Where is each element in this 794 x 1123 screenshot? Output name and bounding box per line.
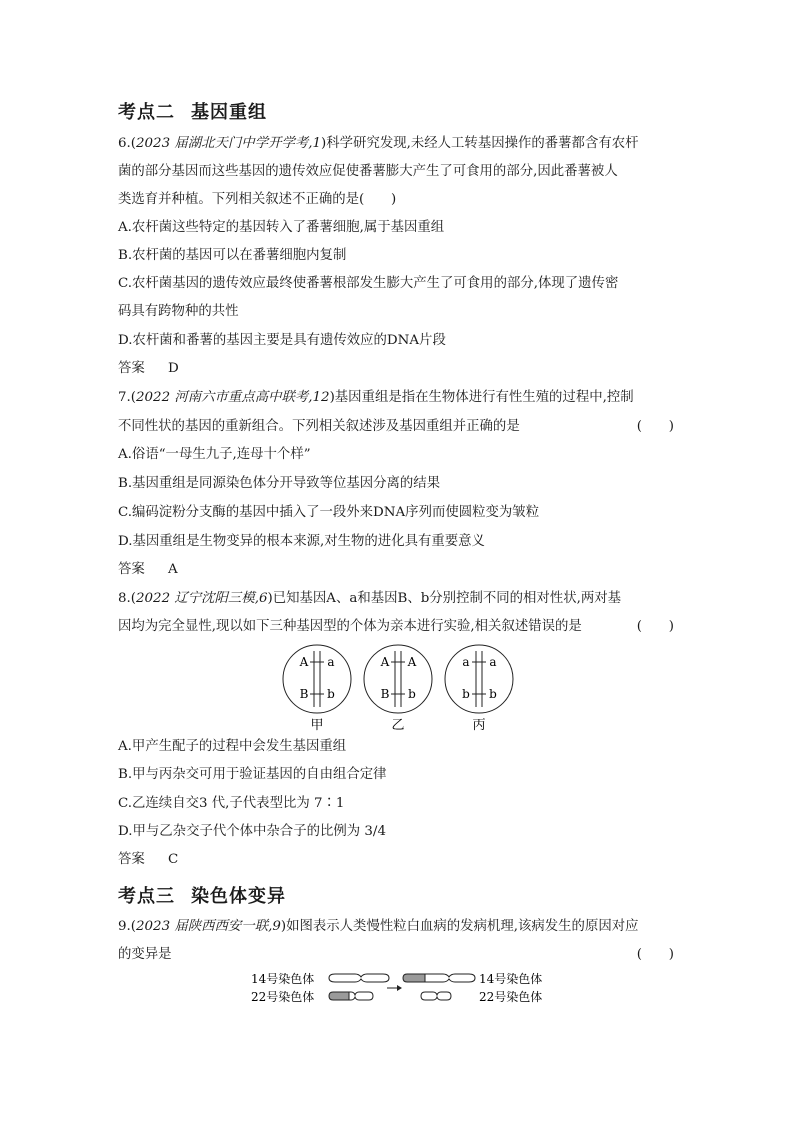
option-d: D.甲与乙杂交子代个体中杂合子的比例为 3/4 xyxy=(118,824,386,839)
answer-bracket: ( ) xyxy=(636,619,674,634)
allele-label: b xyxy=(462,687,470,701)
option-c: C.乙连续自交3 代,子代表型比为 7∶1 xyxy=(118,796,345,811)
cell-yi xyxy=(364,645,432,733)
option-b: B.甲与丙杂交可用于验证基因的自由组合定律 xyxy=(118,767,387,782)
option-c: 码具有跨物种的共性 xyxy=(118,304,239,319)
question-stem: 7.(2022 河南六市重点高中联考,12)基因重组是指在生物体进行有性生殖的过程中,控制 xyxy=(118,390,634,405)
option-c: C.编码淀粉分支酶的基因中插入了一段外来DNA序列而使圆粒变为皱粒 xyxy=(118,505,540,520)
allele-label: A xyxy=(299,655,309,669)
option-c: C.农杆菌基因的遗传效应最终使番薯根部发生膨大产生了可食用的部分,体现了遗传密 xyxy=(118,276,619,291)
question-stem: 的变异是 xyxy=(118,947,172,962)
cell-label: 丙 xyxy=(472,718,486,733)
chromosome-label: 22号染色体 xyxy=(251,990,315,1004)
question-stem: 9.(2023 届陕西西安一联,9)如图表示人类慢性粒白血病的发病机理,该病发生的原因对应 xyxy=(118,919,639,934)
chromosome-22-after xyxy=(421,992,451,1000)
section-number: 考点二 xyxy=(118,102,175,123)
section-title: 基因重组 xyxy=(191,102,267,123)
cell-label: 甲 xyxy=(310,718,324,733)
question-stem: 因均为完全显性,现以如下三种基因型的个体为亲本进行实验,相关叙述错误的是 xyxy=(118,619,582,634)
question-source: 2023 届湖北天门中学开学考,1 xyxy=(136,136,322,151)
allele-label: b xyxy=(408,687,416,701)
section-title: 染色体变异 xyxy=(191,886,286,907)
question-stem: 菌的部分基因而这些基因的遗传效应促使番薯膨大产生了可食用的部分,因此番薯被人 xyxy=(118,164,618,179)
chromosome-14-after xyxy=(403,974,475,982)
option-a: A.甲产生配子的过程中会发生基因重组 xyxy=(118,739,347,754)
chromosome-label: 22号染色体 xyxy=(479,990,543,1004)
cell-bing xyxy=(445,645,513,733)
allele-label: A xyxy=(380,655,390,669)
question-stem: 8.(2022 辽宁沈阳三模,6)已知基因A、a和基因B、b分别控制不同的相对性状,两对基 xyxy=(118,591,622,606)
allele-label: B xyxy=(299,687,309,701)
cell-jia xyxy=(283,645,351,733)
allele-label: B xyxy=(380,687,390,701)
answer-line: 答案 D xyxy=(118,361,179,376)
answer-value: A xyxy=(168,562,178,577)
option-a: A.农杆菌这些特定的基因转入了番薯细胞,属于基因重组 xyxy=(118,220,445,235)
answer-bracket: ( ) xyxy=(636,947,674,962)
question-stem: 不同性状的基因的重新组合。下列相关叙述涉及基因重组并正确的是 xyxy=(118,419,520,434)
answer-value: D xyxy=(168,361,179,376)
allele-label: A xyxy=(407,655,417,669)
question-source: 2022 河南六市重点高中联考,12 xyxy=(136,390,330,405)
allele-label: a xyxy=(327,655,335,669)
allele-label: b xyxy=(327,687,335,701)
question-stem: 类选育并种植。下列相关叙述不正确的是( ) xyxy=(118,192,397,207)
question-stem: 6.(2023 届湖北天门中学开学考,1)科学研究发现,未经人工转基因操作的番薯都含有农杆 xyxy=(118,136,639,151)
question-source: 2022 辽宁沈阳三模,6 xyxy=(136,591,268,606)
chromosome-22-before xyxy=(329,992,373,1000)
allele-label: b xyxy=(489,687,497,701)
cell-label: 乙 xyxy=(391,718,405,733)
genotype-cells-figure xyxy=(270,643,530,735)
chromosome-label: 14号染色体 xyxy=(251,972,315,986)
option-b: B.基因重组是同源染色体分开导致等位基因分离的结果 xyxy=(118,476,441,491)
option-a: A.俗语“一母生九子,连母十个样” xyxy=(118,447,311,462)
chromosome-translocation-figure xyxy=(245,968,555,1008)
chromosome-label: 14号染色体 xyxy=(479,972,543,986)
answer-line: 答案 A xyxy=(118,562,178,577)
chromosome-14-before xyxy=(329,974,389,982)
section-heading xyxy=(118,882,286,908)
arrow-icon xyxy=(387,985,402,991)
option-d: D.农杆菌和番薯的基因主要是具有遗传效应的DNA片段 xyxy=(118,333,446,348)
allele-label: a xyxy=(462,655,470,669)
section-number: 考点三 xyxy=(118,886,175,907)
section-heading xyxy=(118,98,267,124)
answer-value: C xyxy=(168,852,179,867)
question-source: 2023 届陕西西安一联,9 xyxy=(136,919,281,934)
answer-bracket: ( ) xyxy=(636,419,674,434)
option-d: D.基因重组是生物变异的根本来源,对生物的进化具有重要意义 xyxy=(118,534,485,549)
allele-label: a xyxy=(489,655,497,669)
answer-line: 答案 C xyxy=(118,852,179,867)
option-b: B.农杆菌的基因可以在番薯细胞内复制 xyxy=(118,248,347,263)
